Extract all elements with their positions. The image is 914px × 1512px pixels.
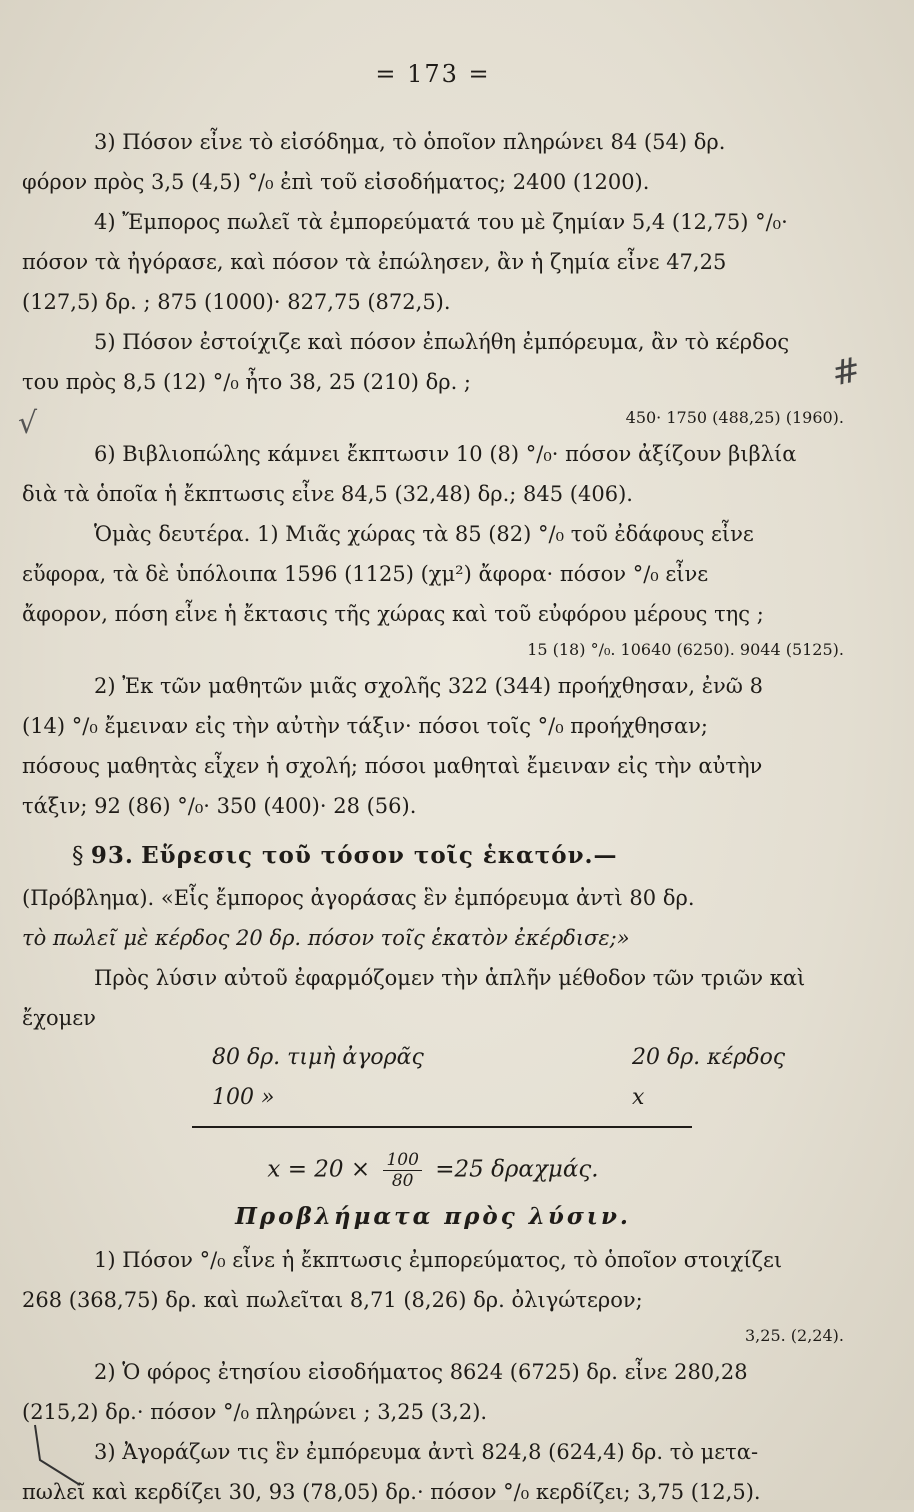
proportion-row-1-right: 20 δρ. κέρδος (632, 1045, 786, 1070)
text-line: τὸ πωλεῖ μὲ κέρδος 20 δρ. πόσον τοῖς ἑκατὸν ἐκέρδισε;» (22, 926, 630, 950)
check-mark: √ (18, 406, 38, 441)
text-line: (14) °/₀ ἔμειναν εἰς τὴν αὐτὴν τάξιν· πόσοι τοῖς °/₀ προήχθησαν; (22, 714, 708, 738)
corner-ink-mark (30, 1420, 90, 1490)
section-symbol: § (72, 843, 84, 869)
text-line: πόσους μαθητὰς εἶχεν ἡ σχολή; πόσοι μαθηταὶ ἔμειναν εἰς τὴν αὐτὴν (22, 754, 763, 778)
fraction-denominator: 80 (391, 1171, 414, 1191)
text-line: 5) Πόσον ἐστοίχιζε καὶ πόσον ἐπωλήθη ἐμπόρευμα, ἂν τὸ κέρδος (94, 330, 790, 354)
problem-block (22, 878, 844, 1038)
proportion-row-2-left: 100 » (212, 1085, 275, 1110)
proportion-row-1 (22, 1038, 844, 1078)
fraction-numerator: 100 (383, 1150, 421, 1171)
text-line: Πρὸς λύσιν αὐτοῦ ἐφαρμόζομεν τὴν ἁπλῆν μέθοδον τῶν τριῶν καὶ (94, 966, 806, 990)
exercise-block (22, 122, 844, 826)
proportion-row-2 (22, 1078, 844, 1118)
section-heading (22, 834, 844, 878)
text-line: 450· 1750 (488,25) (1960). (625, 408, 844, 427)
text-line: 3) Ἀγοράζων τις ἓν ἐμπόρευμα ἀντὶ 824,8 (624,4) δρ. τὸ μετα- (94, 1440, 759, 1464)
text-line: ἄφορον, πόση εἶνε ἡ ἔκτασις τῆς χώρας καὶ τοῦ εὐφόρου μέρους της ; (22, 602, 764, 626)
equation-fraction (383, 1150, 421, 1191)
text-line: Ὁμὰς δευτέρα. 1) Μιᾶς χώρας τὰ 85 (82) °/₀ τοῦ ἐδάφους εἶνε (94, 522, 754, 546)
text-line: του πρὸς 8,5 (12) °/₀ ἦτο 38, 25 (210) δρ. ; (22, 370, 471, 394)
text-line: (127,5) δρ. ; 875 (1000)· 827,75 (872,5). (22, 290, 451, 314)
equation-rhs: =25 δραχμάς. (435, 1156, 599, 1183)
text-line: 1) Πόσον °/₀ εἶνε ἡ ἔκπτωσις ἐμπορεύματος, τὸ ὁποῖον στοιχίζει (94, 1248, 783, 1272)
section-number: 93. (90, 842, 134, 869)
text-line: φόρον πρὸς 3,5 (4,5) °/₀ ἐπὶ τοῦ εἰσοδήματος; 2400 (1200). (22, 170, 650, 194)
text-line: τάξιν; 92 (86) °/₀· 350 (400)· 28 (56). (22, 794, 417, 818)
text-line: πωλεῖ καὶ κερδίζει 30, 93 (78,05) δρ.· πόσον °/₀ κερδίζει; 3,75 (12,5). (22, 1480, 761, 1504)
text-line: 2) Ἐκ τῶν μαθητῶν μιᾶς σχολῆς 322 (344) προήχθησαν, ἐνῶ 8 (94, 674, 763, 698)
proportion-rule (192, 1126, 692, 1128)
text-line: 3,25. (2,24). (745, 1326, 844, 1345)
pencil-mark: # (828, 349, 865, 395)
section-title: Εὕρεσις τοῦ τόσον τοῖς ἑκατόν.— (141, 842, 618, 869)
text-line: 6) Βιβλιοπώλης κάμνει ἔκπτωσιν 10 (8) °/₀· πόσον ἀξίζουν βιβλία (94, 442, 797, 466)
text-line: 3) Πόσον εἶνε τὸ εἰσόδημα, τὸ ὁποῖον πληρώνει 84 (54) δρ. (94, 130, 726, 154)
text-line: 268 (368,75) δρ. καὶ πωλεῖται 8,71 (8,26) δρ. ὀλιγώτερον; (22, 1288, 643, 1312)
exercises-block (22, 1240, 844, 1512)
text-line: 2) Ὁ φόρος ἐτησίου εἰσοδήματος 8624 (6725) δρ. εἶνε 280,28 (94, 1360, 748, 1384)
page-number: = 173 = (375, 60, 491, 88)
exercises-heading: Προβλήματα πρὸς λύσιν. (235, 1203, 631, 1230)
proportion-row-1-left: 80 δρ. τιμὴ ἀγορᾶς (212, 1045, 424, 1070)
text-line: πόσον τὰ ἠγόρασε, καὶ πόσον τὰ ἐπώλησεν, ἂν ἡ ζημία εἶνε 47,25 (22, 250, 727, 274)
text-line: 15 (18) °/₀. 10640 (6250). 9044 (5125). (527, 640, 844, 659)
equation-lhs: x = 20 × (267, 1156, 371, 1183)
proportion-row-2-right: x (632, 1085, 645, 1110)
text-line: 4) Ἔμπορος πωλεῖ τὰ ἐμπορεύματά του μὲ ζημίαν 5,4 (12,75) °/₀· (94, 210, 788, 234)
text-line: (215,2) δρ.· πόσον °/₀ πληρώνει ; 3,25 (3,2). (22, 1400, 488, 1424)
text-line: εὔφορα, τὰ δὲ ὑπόλοιπα 1596 (1125) (χμ²) ἄφορα· πόσον °/₀ εἶνε (22, 562, 709, 586)
equation (22, 1150, 844, 1191)
text-line: (Πρόβλημα). «Εἷς ἔμπορος ἀγοράσας ἓν ἐμπόρευμα ἀντὶ 80 δρ. (22, 886, 695, 910)
text-line: διὰ τὰ ὁποῖα ἡ ἔκπτωσις εἶνε 84,5 (32,48) δρ.; 845 (406). (22, 482, 633, 506)
text-line: ἔχομεν (22, 1006, 96, 1030)
